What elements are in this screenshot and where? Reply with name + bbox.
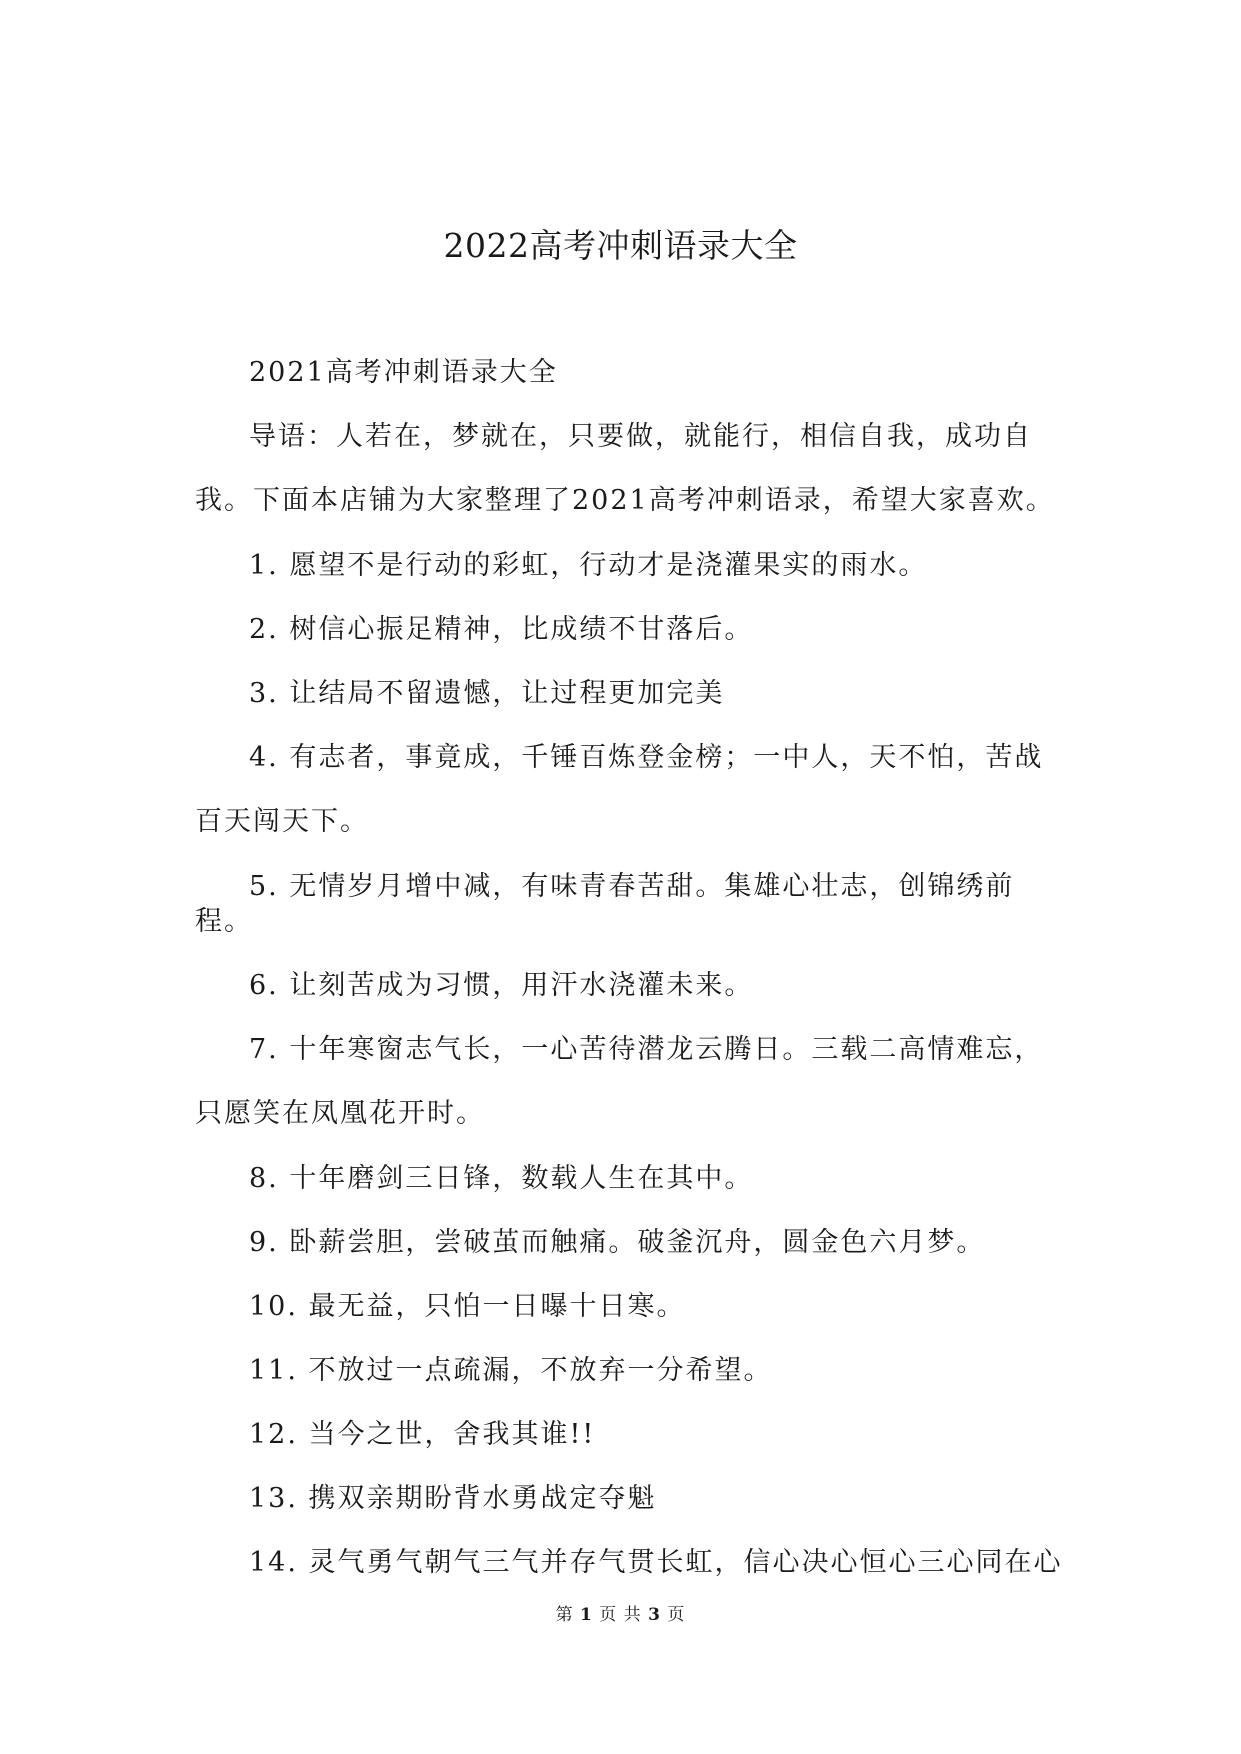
list-item: 11. 不放过一点疏漏，不放弃一分希望。 (249, 1355, 773, 1386)
total-pages-number: 3 (648, 1605, 661, 1625)
list-item: 13. 携双亲期盼背水勇战定夺魁 (249, 1483, 657, 1514)
list-item: 4. 有志者，事竟成，千锤百炼登金榜；一中人，天不怕，苦战百天闯天下。 (195, 742, 1044, 837)
footer-middle: 页 共 (599, 1605, 642, 1625)
document-body (195, 355, 1065, 1609)
footer-suffix: 页 (667, 1605, 686, 1625)
page-footer (0, 1604, 1241, 1626)
list-item: 12. 当今之世，舍我其谁!! (249, 1419, 596, 1450)
list-item: 10. 最无益，只怕一日曝十日寒。 (249, 1291, 686, 1322)
list-item: 6. 让刻苦成为习惯，用汗水浇灌未来。 (249, 970, 754, 1001)
list-item: 9. 卧薪尝胆，尝破茧而触痛。破釜沉舟，圆金色六月梦。 (249, 1227, 986, 1258)
subtitle-paragraph: 2021高考冲刺语录大全 (249, 357, 558, 388)
footer-prefix: 第 (555, 1605, 574, 1625)
list-item: 8. 十年磨剑三日锋，数载人生在其中。 (249, 1163, 754, 1194)
document-title: 2022高考冲刺语录大全 (443, 226, 798, 265)
list-item: 3. 让结局不留遗憾，让过程更加完美 (249, 678, 725, 709)
list-item: 1. 愿望不是行动的彩虹，行动才是浇灌果实的雨水。 (249, 550, 928, 581)
list-item: 7. 十年寒窗志气长，一心苦待潜龙云腾日。三载二高情难忘，只愿笑在凤凰花开时。 (195, 1034, 1044, 1129)
intro-paragraph: 导语：人若在，梦就在，只要做，就能行，相信自我，成功自我。下面本店铺为大家整理了2021高考冲刺语录，希望大家喜欢。 (195, 421, 1055, 516)
current-page-number: 1 (580, 1605, 593, 1625)
list-item: 5. 无情岁月增中减，有味青春苦甜。集雄心壮志，创锦绣前程。 (195, 871, 1015, 937)
list-item: 2. 树信心振足精神，比成绩不甘落后。 (249, 614, 754, 645)
list-item: 14. 灵气勇气朝气三气并存气贯长虹，信心决心恒心三心同在心 (249, 1547, 1063, 1578)
